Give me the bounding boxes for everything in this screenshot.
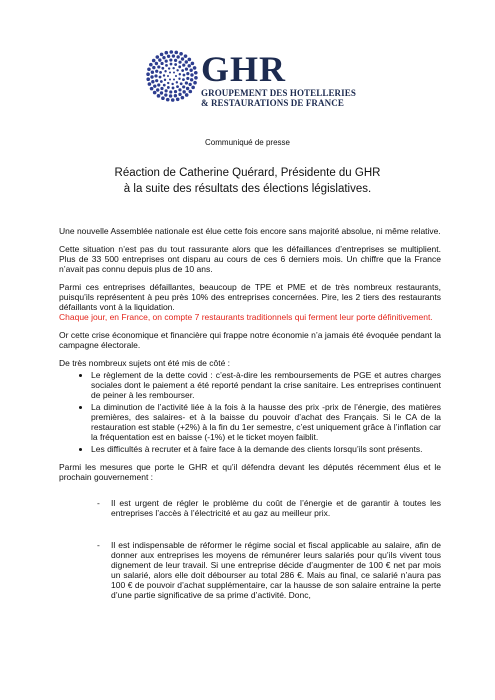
logo-dot	[169, 58, 172, 61]
logo-dot	[169, 94, 172, 97]
logo-dot	[171, 83, 173, 85]
logo-dot	[186, 77, 189, 80]
document-body	[59, 226, 441, 600]
logo-dot	[168, 67, 170, 69]
logo-dot	[167, 75, 169, 77]
logo-dot	[157, 83, 160, 86]
logo-dot	[188, 64, 191, 67]
logo-dot	[163, 84, 166, 87]
logo-dot	[159, 76, 162, 79]
logo-dot	[185, 81, 188, 84]
logo-dot	[191, 86, 195, 90]
logo-dot	[156, 88, 159, 91]
logo-dot	[154, 74, 157, 77]
logo-dot	[152, 66, 155, 69]
logo-subtitle-line2: & RESTAURATIONS DE FRANCE	[201, 98, 344, 108]
highlight-closures: Chaque jour, en France, on compte 7 restaurants traditionnels qui ferment leur porte définitivement.	[59, 312, 433, 322]
topics-list	[59, 370, 441, 454]
press-release-label: Communiqué de presse	[205, 138, 290, 147]
measure-energy: - Il est urgent de régler le problème du coût de l’énergie et de garantir à toutes les entreprises l’accès à l’électricité et au gaz au meilleur prix.	[97, 498, 441, 518]
logo-dot	[169, 90, 172, 93]
logo-dot	[179, 73, 181, 75]
logo-dot	[185, 60, 188, 63]
logo-dot	[170, 63, 173, 66]
logo-dot	[181, 69, 184, 72]
logo-dot	[174, 94, 177, 97]
logo-dot	[146, 72, 150, 76]
logo-dot	[161, 96, 165, 100]
logo-dot	[191, 62, 195, 66]
logo-dot	[178, 65, 181, 68]
logo-dot	[162, 56, 165, 59]
logo-dot	[160, 80, 163, 83]
logo-dot	[150, 87, 154, 91]
logo-dot	[147, 67, 151, 71]
logo-dot	[166, 98, 170, 102]
logo-dot	[190, 73, 193, 76]
logo-dot	[155, 62, 158, 65]
logo-dot	[157, 94, 161, 98]
logo-dot	[169, 72, 171, 74]
logo-dot	[169, 78, 171, 80]
logo-dot	[160, 62, 163, 65]
logo-dot	[174, 90, 177, 93]
logo-dot	[171, 98, 175, 102]
logo-dot	[175, 75, 177, 77]
logo-dot	[184, 54, 188, 58]
logo-dot	[186, 87, 189, 90]
logo-dot	[165, 59, 168, 62]
logo-dot	[182, 64, 185, 67]
logo-dot	[165, 51, 169, 55]
logo-name: GHR	[201, 49, 287, 89]
logo-dot	[157, 65, 160, 68]
logo-dot	[159, 71, 162, 74]
logo-dot	[160, 53, 164, 57]
logo-dot	[193, 81, 197, 85]
logo-dot	[194, 76, 198, 80]
logo-dot	[176, 55, 179, 58]
paragraph-situation: Cette situation n’est pas du tout rassurante alors que les défaillances d’entreprises se multiplient. Plus de 33 500 entreprises ont disparu au cours de ces 6 derniers mois. Un chiffre que la France n’avait pas connu depuis plus de 10 ans.	[59, 244, 441, 274]
logo-dot	[158, 58, 161, 61]
list-item: • Les difficultés à recruter et à faire face à la demande des clients lorsqu’ils sont présents.	[91, 444, 441, 454]
logo-dot	[188, 58, 192, 62]
logo-dot	[146, 77, 150, 81]
logo-dot	[178, 78, 180, 80]
logo-dot	[153, 91, 157, 95]
logo-dot	[148, 82, 152, 86]
logo-dot	[182, 85, 185, 88]
title-line-2: à la suite des résultats des élections législatives.	[123, 183, 372, 195]
logo-dot	[150, 75, 153, 78]
logo-dot	[194, 71, 198, 75]
ghr-logo	[143, 44, 363, 114]
logo-dot	[189, 69, 192, 72]
measure-salary-reform: - Il est indispensable de réformer le régime social et fiscal applicable au salaire, afin de donner aux entreprises les moyens de rémunérer leurs salariés pour qu’ils vivent tous dignement de leur travail. Si une entreprise décide d’augmenter de 100 € net par mois un salarié, alors elle doit débourser au total 286 €. Mais au final, ce salarié n’aura pas 100 € de pouvoir d’achat supplémentaire, car la hausse de son salaire entraine la perte d’une partie significative de sa prime d’activité. Donc,	[97, 540, 441, 600]
logo-dot	[178, 61, 181, 64]
logo-dot	[165, 89, 168, 92]
logo-dot	[193, 66, 197, 70]
paragraph-failures	[59, 282, 441, 322]
logo-dot	[167, 55, 170, 58]
logo-dot	[179, 52, 183, 56]
logo-dot	[180, 82, 183, 85]
list-item: • Le règlement de la dette covid : c’est-à-dire les remboursements de PGE et autres charges sociales dont le paiement a été reporté pendant la crise sanitaire. Les entreprises continuent de peiner à les rembourser.	[91, 370, 441, 400]
logo-dot	[174, 51, 178, 55]
logo-dot	[173, 72, 175, 74]
paragraph-intro: Une nouvelle Assemblée nationale est élue cette fois encore sans majorité absolue, ni même relative.	[59, 226, 441, 236]
logo-dot	[151, 80, 154, 83]
logo-dot	[164, 93, 167, 96]
logo-dot	[165, 64, 168, 67]
logo-dot	[183, 74, 186, 77]
logo-dot	[190, 78, 193, 81]
logo-dot	[151, 70, 154, 73]
logo-dot	[155, 79, 158, 82]
logo-dot	[160, 87, 163, 90]
logo-dot	[152, 59, 156, 63]
logo-dot	[167, 82, 169, 84]
logo-dot	[161, 67, 164, 70]
list-item: • La diminution de l’activité liée à la fois à la hausse des prix -prix de l’énergie, des matières premières, des salaires- et à la baisse du pouvoir d’achat des Français. Si le CA de la restauration est stable (+2%) à la fin du 1er semestre, c’est uniquement grâce à l’inflation car la fréquentation est en baisse (-1%) et le ticket moyen faiblit.	[91, 402, 441, 442]
logo-dot	[185, 68, 188, 71]
paragraph-topics-intro: De très nombreux sujets ont été mis de côté :	[59, 358, 231, 368]
logo-dot	[176, 69, 178, 71]
failures-text: Parmi ces entreprises défaillantes, beaucoup de TPE et PME et de très nombreux restaurants, puisqu’ils représentent à peu près 10% des entreprises concernées. Pire, les 2 tiers des restaurants défaillants vont à la liquidation.	[59, 282, 441, 312]
paragraph-crisis: Or cette crise économique et financière qui frappe notre économie n’a jamais été évoquée pendant la campagne électorale.	[59, 330, 441, 350]
dotted-flower-logo-icon	[143, 44, 201, 108]
logo-dot	[181, 96, 185, 100]
logo-dot	[149, 63, 153, 67]
logo-dot	[178, 88, 181, 91]
logo-dot	[153, 84, 156, 87]
logo-dot	[156, 55, 160, 59]
logo-dot	[182, 90, 185, 93]
logo-dot	[185, 93, 189, 97]
logo-dot	[176, 85, 179, 88]
logo-subtitle-line1: GROUPEMENT DES HOTELLERIES	[201, 88, 356, 98]
logo-dot	[176, 98, 180, 102]
logo-dot	[164, 70, 166, 72]
logo-dot	[182, 78, 185, 81]
logo-dot	[163, 74, 165, 76]
logo-dot	[155, 70, 158, 73]
logo-dot	[188, 83, 191, 86]
logo-dot	[173, 78, 175, 80]
logo-dot	[186, 72, 189, 75]
logo-dot	[164, 79, 166, 81]
logo-dot	[172, 54, 175, 57]
logo-dot	[172, 87, 175, 90]
logo-dot	[174, 59, 177, 62]
logo-dot	[169, 50, 173, 54]
logo-dot	[189, 90, 193, 94]
logo-dot	[181, 57, 184, 60]
logo-dot	[178, 93, 181, 96]
page-title	[0, 165, 495, 197]
logo-dot	[172, 67, 174, 69]
logo-dot	[176, 81, 178, 83]
title-line-1: Réaction de Catherine Quérard, Présidente du GHR	[114, 167, 381, 179]
logo-dot	[167, 86, 170, 89]
paragraph-measures-intro: Parmi les mesures que porte le GHR et qu’il défendra devant les députés récemment élus et le prochain gouvernement :	[59, 462, 441, 482]
logo-dot	[174, 63, 177, 66]
logo-dot	[160, 91, 163, 94]
